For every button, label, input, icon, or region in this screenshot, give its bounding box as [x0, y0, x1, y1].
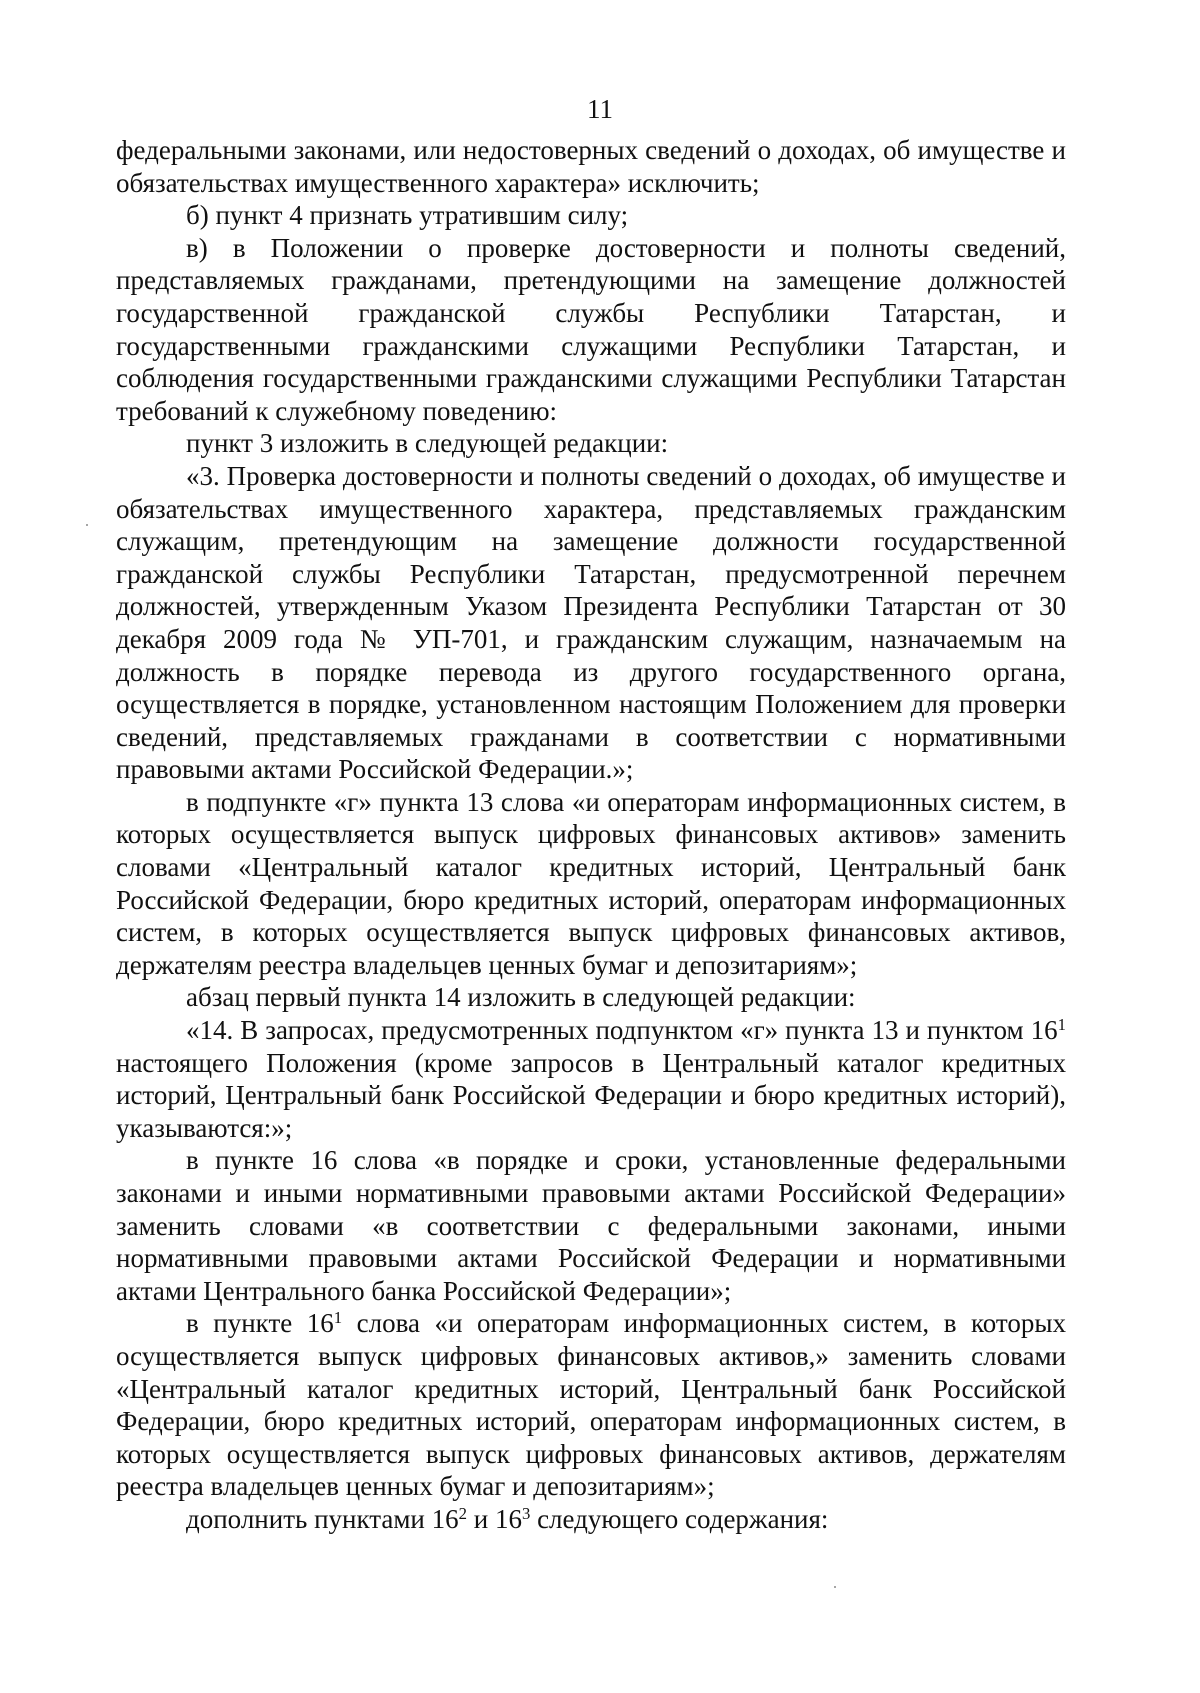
- paragraph-item-v: в) в Положении о проверке достоверности и полноты сведений, представляемых гражданами, претендующими на замещение должностей государственной гражданской службы Республики Татарстан, и государственными гражданскими служащими Республики Татарстан, и соблюдения государственными гражданскими служащими Республики Татарстан требований к служебному поведению:: [116, 232, 1066, 426]
- paragraph-continuation: федеральными законами, или недостоверных сведений о доходах, об имуществе и обязательствах имущественного характера» исключить;: [116, 135, 1066, 198]
- paragraph-point-16: в пункте 16 слова «в порядке и сроки, установленные федеральными законами и иными нормативными правовыми актами Российской Федерации» заменить словами «в соответствии с федеральными законами, иными нормативными правовыми актами Российской Федерации и нормативными актами Центрального банка Российской Федерации»;: [116, 1145, 1066, 1306]
- paragraph-point-16-1-part-2: слова «и операторам информационных систем, в которых осуществляется выпуск цифровых финансовых активов,» заменить словами «Центральный каталог кредитных историй, Центральный банк Российской Федерации, бюро кредитных историй, операторам информационных систем, в которых осуществляется выпуск цифровых финансовых активов, держателям реестра владельцев ценных бумаг и депозитариям»;: [116, 1308, 1066, 1502]
- paragraph-point-3-text: «3. Проверка достоверности и полноты сведений о доходах, об имуществе и обязательствах имущественного характера, представляемых гражданским служащим, претендующим на замещение должности государственной гражданской службы Республики Татарстан, предусмотренной перечнем должностей, утвержденным Указом Президента Республики Татарстан от 30 декабря 2009 года № УП-701, и гражданским служащим, назначаемым на должность в порядке перевода из другого государственного органа, осуществляется в порядке, установленном настоящим Положением для проверки сведений, представляемых гражданами в соответствии с нормативными правовыми актами Российской Федерации.»;: [116, 460, 1066, 785]
- paragraph-point-16-1: [116, 1307, 1066, 1503]
- paragraph-add-points: [116, 1503, 1066, 1536]
- paragraph-item-b: б) пункт 4 признать утратившим силу;: [186, 200, 629, 231]
- paragraph-subpoint-g: в подпункте «г» пункта 13 слова «и операторам информационных систем, в которых осуществляется выпуск цифровых финансовых активов» заменить словами «Центральный каталог кредитных историй, Центральный банк Российской Федерации, бюро кредитных историй, операторам информационных систем, в которых осуществляется выпуск цифровых финансовых активов, держателям реестра владельцев ценных бумаг и депозитариям»;: [116, 786, 1066, 980]
- scan-speck: [86, 524, 88, 526]
- superscript: 2: [458, 1503, 467, 1523]
- paragraph-point-14-part-2: настоящего Положения (кроме запросов в Центральный каталог кредитных историй, Центральный банк Российской Федерации и бюро кредитных историй), указываются:»;: [116, 1047, 1066, 1143]
- paragraph-add-points-part-2: и 16: [467, 1503, 522, 1534]
- paragraph-add-points-part-3: следующего содержания:: [530, 1503, 829, 1534]
- paragraph-point-14-part-1: «14. В запросах, предусмотренных подпунктом «г» пункта 13 и пунктом 16: [186, 1015, 1058, 1046]
- superscript: 1: [1057, 1014, 1066, 1034]
- paragraph-point-14-intro: абзац первый пункта 14 изложить в следующей редакции:: [186, 982, 856, 1013]
- document-body: [116, 134, 1066, 1536]
- paragraph-point-14-text: [116, 1014, 1066, 1144]
- scan-speck: [834, 1586, 836, 1588]
- paragraph-add-points-part-1: дополнить пунктами 16: [186, 1503, 459, 1534]
- superscript: 3: [521, 1503, 531, 1523]
- superscript: 1: [333, 1308, 343, 1328]
- paragraph-point-16-1-part-1: в пункте 16: [186, 1308, 334, 1339]
- paragraph-point-3-intro: пункт 3 изложить в следующей редакции:: [186, 428, 669, 459]
- page-number: 11: [587, 94, 613, 124]
